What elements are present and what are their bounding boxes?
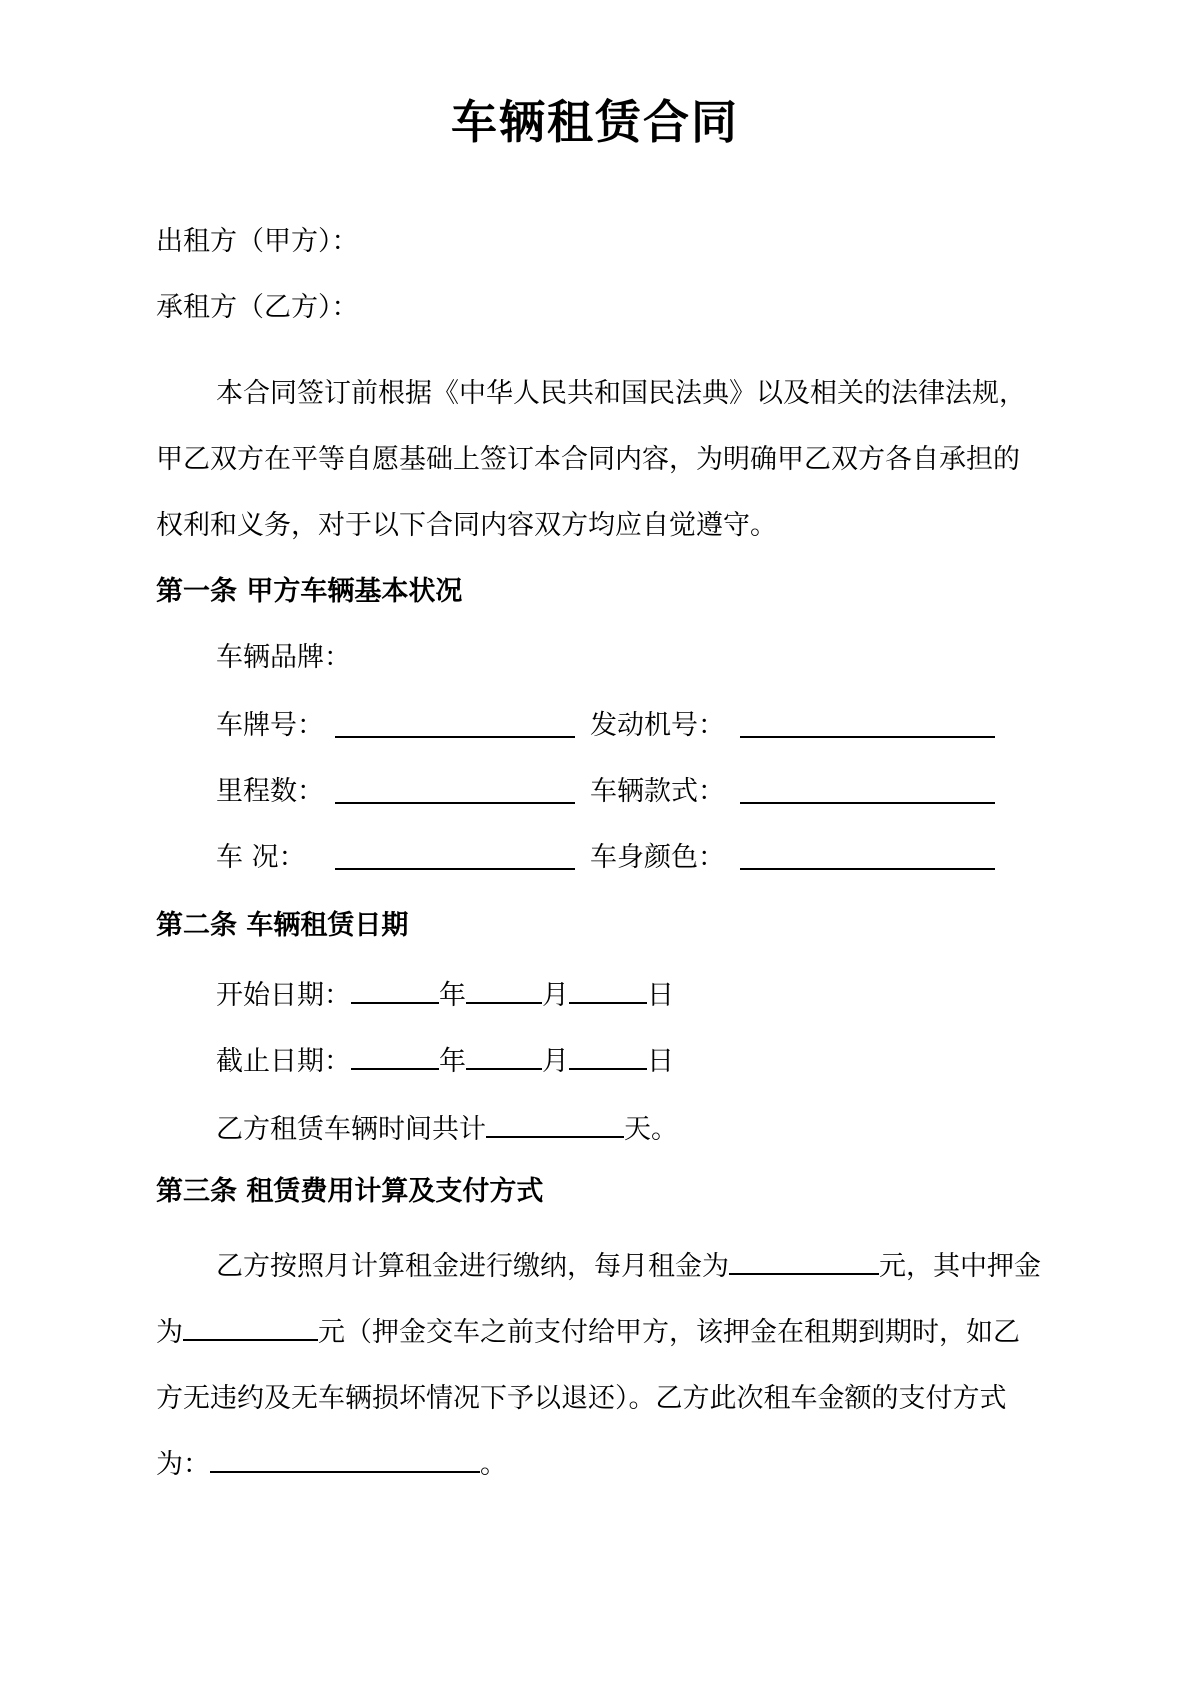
lessor-label: 出租方（甲方）： [156, 226, 359, 257]
end-month-field[interactable] [466, 1038, 542, 1070]
preamble-paragraph: 本合同签订前根据《中华人民共和国民法典》以及相关的法律法规，甲乙双方在平等自愿基础上签订本合同内容，为明确甲乙双方各自承担的权利和义务，对于以下合同内容双方均应自觉遵守。 [156, 378, 1026, 541]
total-days-row [216, 1106, 678, 1150]
lessee-label: 承租方（乙方）： [156, 292, 359, 323]
article1-heading: 第一条 甲方车辆基本状况 [156, 576, 463, 607]
plate-field[interactable] [335, 706, 575, 750]
document-title: 车辆租赁合同 [451, 95, 739, 149]
vehicle-brand-label: 车辆品牌： [216, 642, 351, 673]
plate-label: 车牌号： [216, 710, 324, 741]
total-days-suffix: 天。 [624, 1114, 678, 1145]
rent-text: 乙方按照月计算租金进行缴纳，每月租金为 [216, 1251, 729, 1282]
deposit-terms-text: 元（押金交车之前支付给甲方，该押金在租期到期时，如乙方无违约及无车辆损坏情况下予以退还）。乙方此次租车金额的支付方式为： [156, 1317, 1020, 1480]
model-label: 车辆款式： [590, 776, 725, 807]
total-days-field[interactable] [486, 1106, 624, 1138]
mileage-label: 里程数： [216, 776, 324, 807]
article2-heading: 第二条 车辆租赁日期 [156, 910, 409, 941]
monthly-rent-field[interactable] [729, 1243, 879, 1275]
start-day-field[interactable] [569, 972, 647, 1004]
start-year-field[interactable] [351, 972, 439, 1004]
engine-label: 发动机号： [590, 710, 725, 741]
end-day-field[interactable] [569, 1038, 647, 1070]
color-label: 车身颜色： [590, 842, 725, 873]
color-field[interactable] [740, 838, 995, 882]
engine-field[interactable] [740, 706, 995, 750]
payment-method-field[interactable] [210, 1441, 480, 1473]
article3-paragraph [156, 1234, 1046, 1498]
deposit-text: 元，其中押金为 [156, 1251, 1041, 1348]
day-unit: 日 [647, 1046, 674, 1077]
condition-field[interactable] [335, 838, 575, 882]
month-unit: 月 [542, 980, 569, 1011]
total-days-prefix: 乙方租赁车辆时间共计 [216, 1114, 486, 1145]
end-date-row [216, 1038, 674, 1082]
start-date-label: 开始日期： [216, 980, 351, 1011]
year-unit: 年 [439, 1046, 466, 1077]
article3-end: 。 [480, 1449, 507, 1480]
start-date-row [216, 972, 674, 1016]
end-date-label: 截止日期： [216, 1046, 351, 1077]
end-year-field[interactable] [351, 1038, 439, 1070]
article3-heading: 第三条 租赁费用计算及支付方式 [156, 1176, 544, 1207]
mileage-field[interactable] [335, 772, 575, 816]
month-unit: 月 [542, 1046, 569, 1077]
model-field[interactable] [740, 772, 995, 816]
start-month-field[interactable] [466, 972, 542, 1004]
day-unit: 日 [647, 980, 674, 1011]
deposit-field[interactable] [183, 1309, 318, 1341]
condition-label: 车 况： [216, 842, 306, 873]
year-unit: 年 [439, 980, 466, 1011]
